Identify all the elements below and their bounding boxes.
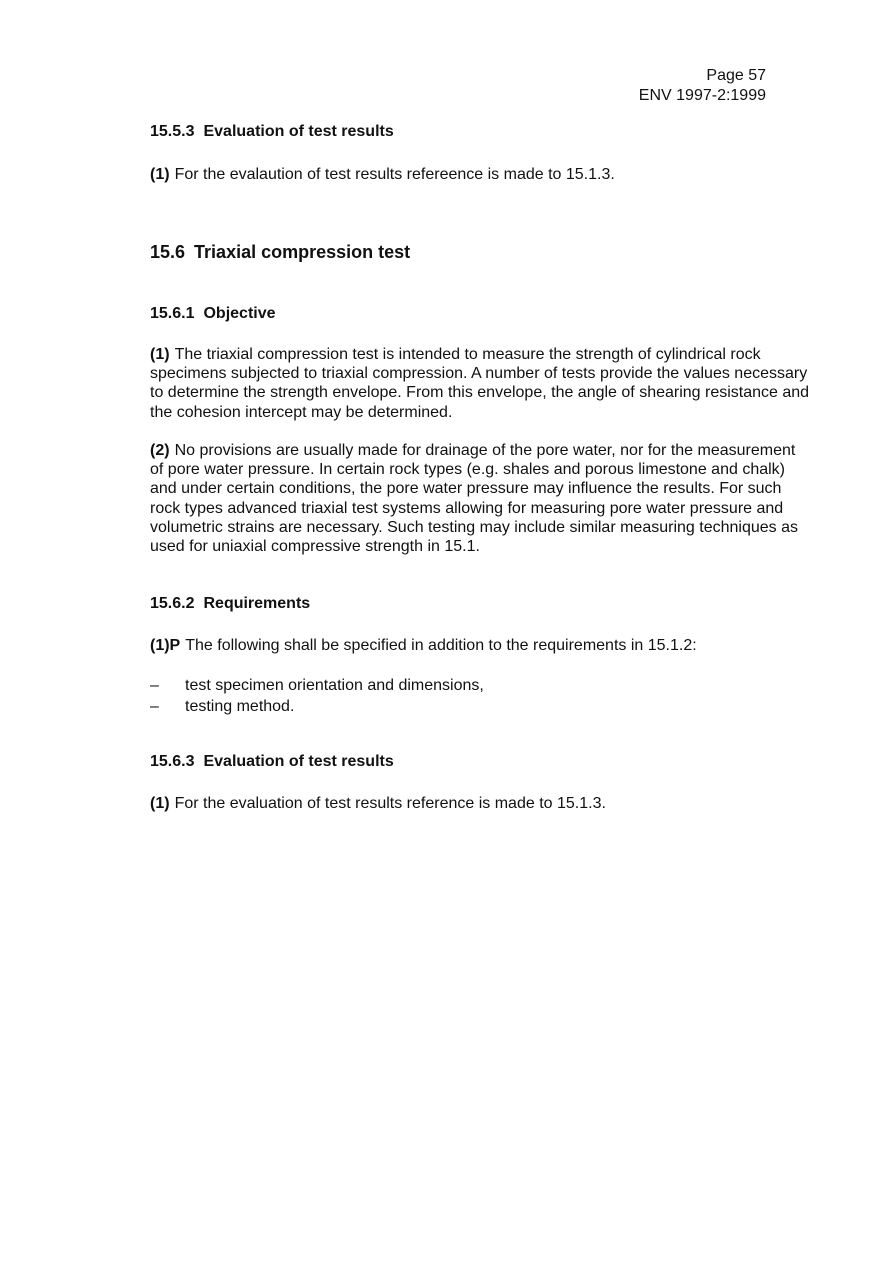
paragraph-15-6-3-1 xyxy=(150,794,812,813)
list-item xyxy=(150,675,812,696)
section-title: Triaxial compression test xyxy=(194,242,411,262)
paragraph-text: The following shall be specified in addition to the requirements in 15.1.2: xyxy=(185,637,697,654)
section-title: Evaluation of test results xyxy=(203,753,394,770)
paragraph-number: (1) xyxy=(150,795,170,812)
list-item xyxy=(150,696,812,717)
paragraph-15-6-1-1 xyxy=(150,345,812,422)
section-number: 15.6 xyxy=(150,242,186,262)
list-item-text: test specimen orientation and dimensions, xyxy=(185,677,484,694)
page-number: Page 57 xyxy=(706,67,766,84)
section-title: Evaluation of test results xyxy=(203,123,394,140)
document-reference: ENV 1997-2:1999 xyxy=(638,87,766,104)
heading-15-6 xyxy=(150,241,812,263)
dash-bullet: – xyxy=(150,698,159,715)
heading-15-6-3 xyxy=(150,752,812,772)
heading-15-6-1 xyxy=(150,304,812,324)
paragraph-15-6-1-2 xyxy=(150,441,812,556)
paragraph-text: The triaxial compression test is intended to measure the strength of cylindrical rock specimens subjected to triaxial compression. A number of tests provide the values necessary to determine the strength envelope. From this envelope, the angle of shearing resistance and the cohesion intercept may be determined. xyxy=(150,346,810,421)
section-number: 15.6.1 xyxy=(150,305,195,322)
page-header xyxy=(639,66,766,106)
paragraph-15-5-3-1 xyxy=(150,165,812,184)
dash-bullet: – xyxy=(150,677,159,694)
paragraph-number: (2) xyxy=(150,442,170,459)
heading-15-5-3 xyxy=(150,122,812,142)
section-number: 15.6.2 xyxy=(150,595,195,612)
heading-15-6-2 xyxy=(150,594,812,614)
section-title: Requirements xyxy=(203,595,311,612)
paragraph-number: (1) xyxy=(150,166,170,183)
paragraph-text: For the evaluation of test results reference is made to 15.1.3. xyxy=(174,795,606,812)
list-item-text: testing method. xyxy=(185,698,295,715)
paragraph-15-6-2-1 xyxy=(150,636,812,655)
section-title: Objective xyxy=(203,305,276,322)
paragraph-text: For the evalaution of test results refereence is made to 15.1.3. xyxy=(174,166,615,183)
paragraph-text: No provisions are usually made for drainage of the pore water, nor for the measurement of pore water pressure. In certain rock types (e.g. shales and porous limestone and chalk) and under certain conditions, the pore water pressure may influence the results. For such rock types advanced triaxial test systems allowing for measuring pore water pressure and volumetric strains are necessary. Such testing may include similar measuring techniques as used for uniaxial compressive strength in 15.1. xyxy=(150,442,798,556)
requirements-list xyxy=(150,675,812,717)
paragraph-number: (1) xyxy=(150,346,170,363)
paragraph-number: (1)P xyxy=(150,637,181,654)
section-number: 15.6.3 xyxy=(150,753,195,770)
section-number: 15.5.3 xyxy=(150,123,195,140)
